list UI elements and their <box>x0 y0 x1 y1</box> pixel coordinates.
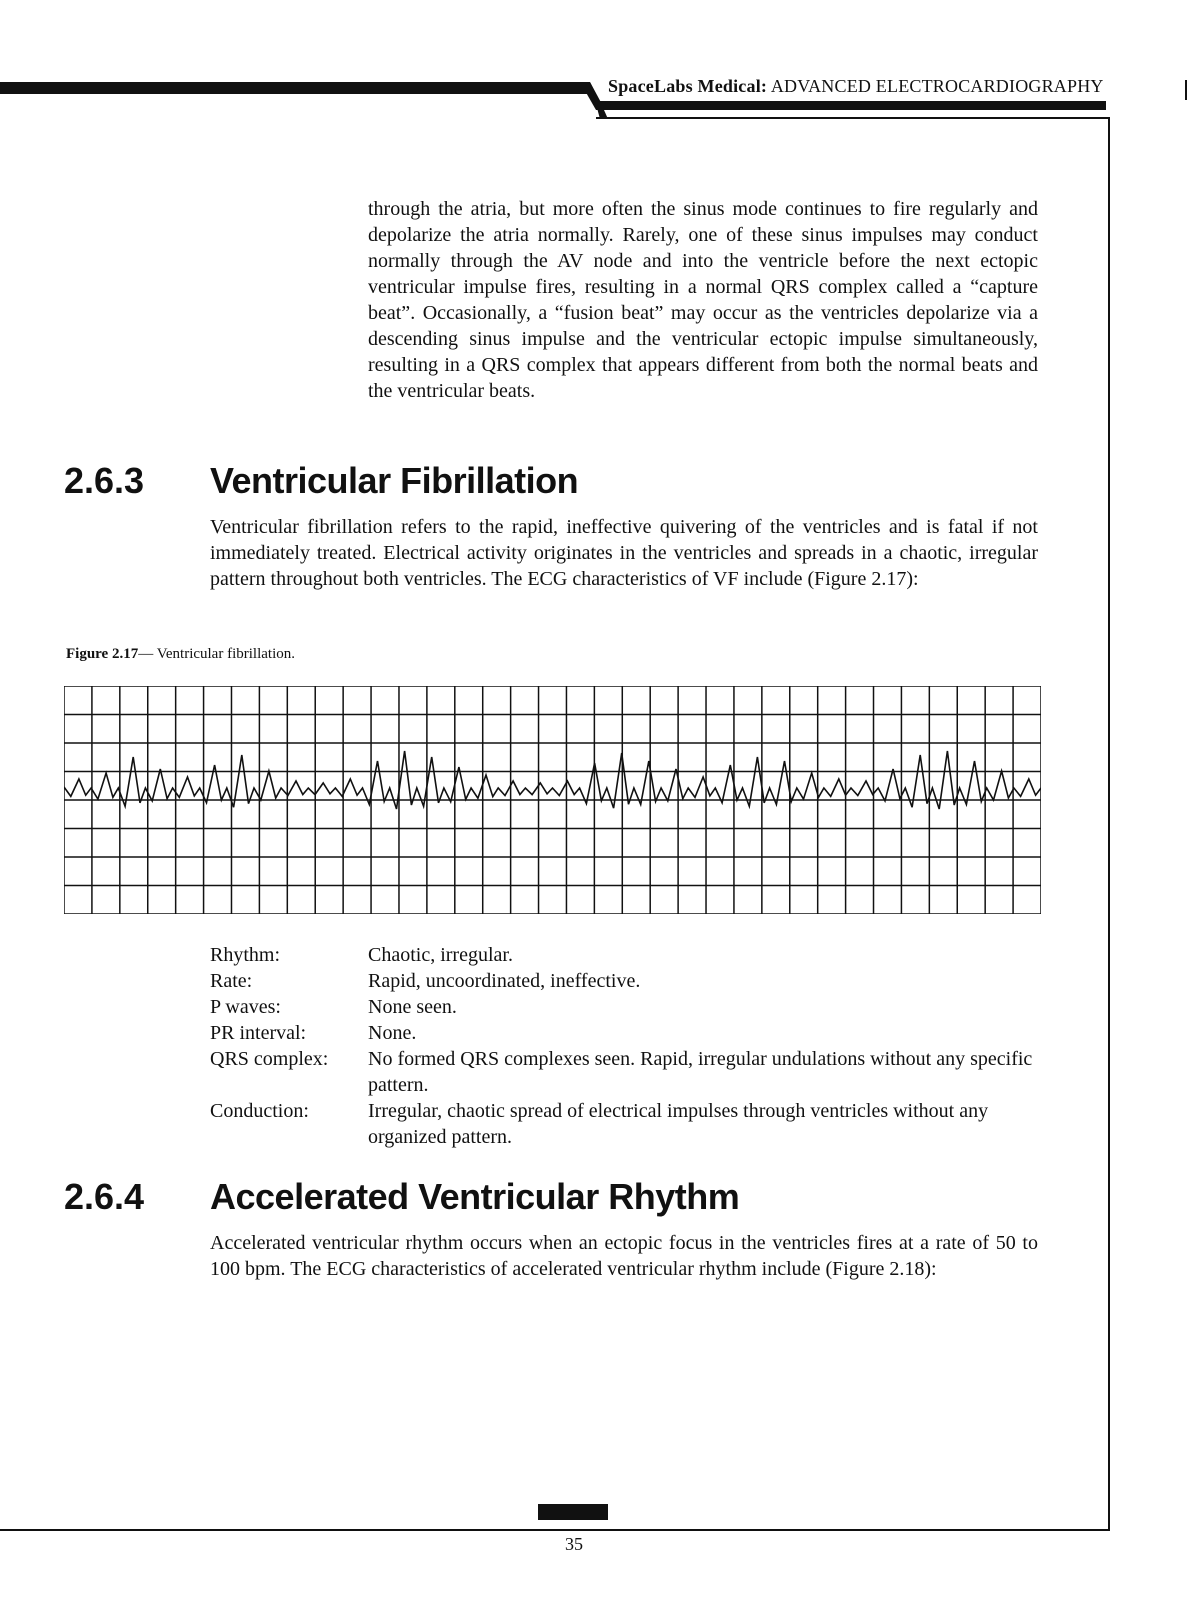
characteristic-value: None. <box>368 1022 417 1044</box>
characteristic-label: P waves: <box>210 996 281 1018</box>
characteristic-row <box>210 1098 1050 1150</box>
section-264-body: Accelerated ventricular rhythm occurs when an ectopic focus in the ventricles fires at a rate of 50 to 100 bpm. The ECG characteristics of accelerated ventricular rhythm include (Figure 2.18): <box>210 1232 1038 1280</box>
footer-rule <box>0 1529 1110 1531</box>
characteristic-row <box>210 942 1050 968</box>
characteristic-value: Irregular, chaotic spread of electrical impulses through ventricles without any organized pattern. <box>368 1100 989 1148</box>
characteristic-label: QRS complex: <box>210 1048 329 1070</box>
characteristic-label: PR interval: <box>210 1022 307 1044</box>
margin-tick <box>1185 80 1187 100</box>
footer-bar <box>538 1504 608 1520</box>
running-head-title: ADVANCED ELECTROCARDIOGRAPHY <box>770 76 1104 96</box>
section-264-number: 2.6.4 <box>64 1176 145 1217</box>
header-rule-diagonal <box>0 0 1193 130</box>
intro-paragraph: through the atria, but more often the sinus mode continues to fire regularly and depolarize the atria normally. Rarely, one of these sinus impulses may conduct normally through the AV node and into the ventricle before the next ectopic ventricular impulse fires, resulting in a normal QRS complex called a “capture beat”. Occasionally, a “fusion beat” may occur as the ventricles depolarize via a descending sinus impulse and the ventricular ectopic impulse simultaneously, resulting in a QRS complex that appears different from both the normal beats and the ventricular beats. <box>368 198 1038 402</box>
page-number: 35 <box>565 1534 583 1554</box>
page-frame-right <box>1108 117 1110 1531</box>
running-head-brand: SpaceLabs Medical: <box>608 76 768 96</box>
characteristic-row <box>210 994 1050 1020</box>
header-rule-right <box>596 101 1106 110</box>
characteristic-value: None seen. <box>368 996 457 1018</box>
figure-caption <box>66 646 295 663</box>
characteristic-value: Chaotic, irregular. <box>368 944 513 966</box>
ecg-grid <box>64 686 1041 914</box>
characteristic-row <box>210 1020 1050 1046</box>
characteristic-label: Rhythm: <box>210 944 281 966</box>
running-head <box>608 76 1104 97</box>
characteristic-label: Rate: <box>210 970 253 992</box>
characteristic-value: Rapid, uncoordinated, ineffective. <box>368 970 641 992</box>
section-263-title: Ventricular Fibrillation <box>210 460 579 501</box>
figure-label: Figure 2.17 <box>66 646 139 662</box>
figure-caption-text: — Ventricular fibrillation. <box>138 646 295 662</box>
characteristic-value: No formed QRS complexes seen. Rapid, irregular undulations without any specific pattern. <box>368 1048 1033 1096</box>
characteristic-label: Conduction: <box>210 1100 309 1122</box>
ecg-strip-ventricular-fibrillation <box>64 686 1041 914</box>
section-263-body: Ventricular fibrillation refers to the rapid, ineffective quivering of the ventricles and is fatal if not immediately treated. Electrical activity originates in the ventricles and spreads in a chaotic, irregular pattern throughout both ventricles. The ECG characteristics of VF include (Figure 2.17): <box>210 516 1038 590</box>
characteristics-list <box>210 942 1050 1150</box>
section-264-title: Accelerated Ventricular Rhythm <box>210 1176 740 1217</box>
section-263-number: 2.6.3 <box>64 460 145 501</box>
header-rule-thin <box>596 117 1108 119</box>
characteristic-row <box>210 1046 1050 1098</box>
characteristic-row <box>210 968 1050 994</box>
